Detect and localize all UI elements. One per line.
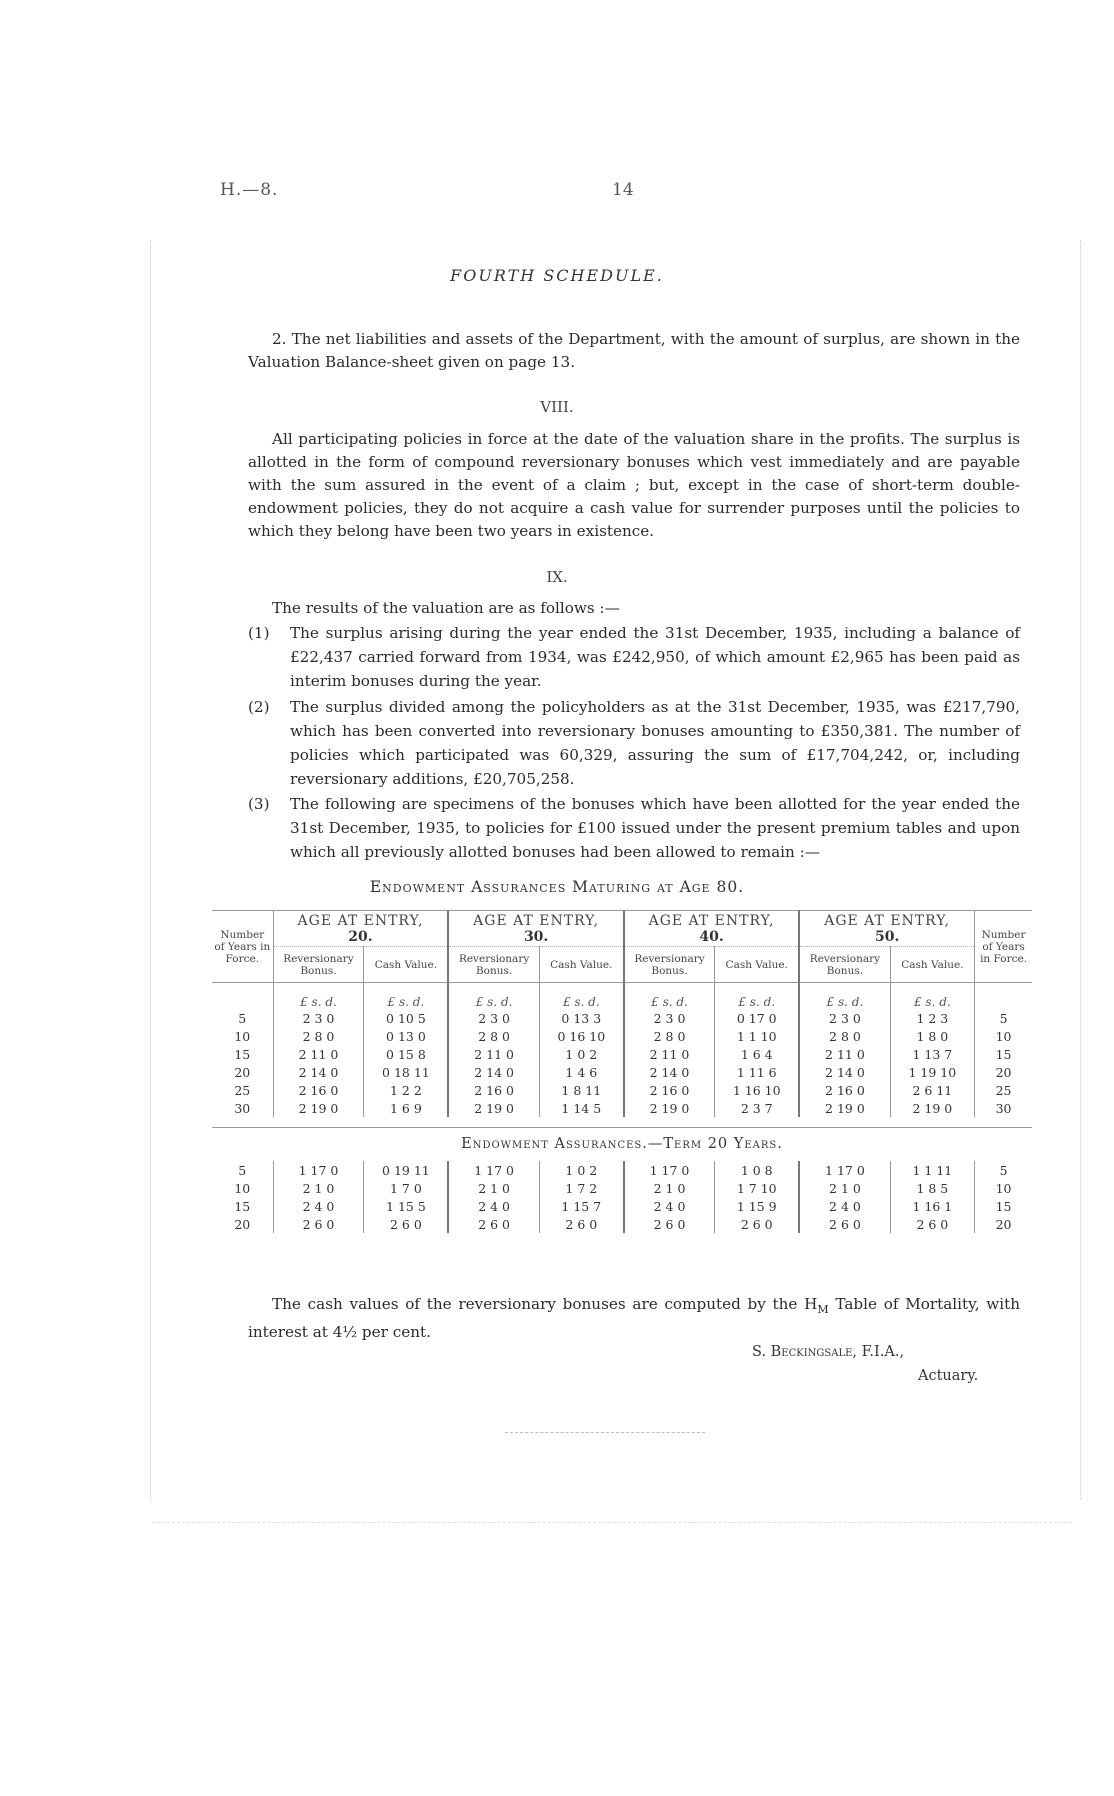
bonus-cell: 1 17 0 <box>448 1161 539 1179</box>
bonus-cell: 2 16 0 <box>624 1081 715 1099</box>
years-cell: 20 <box>234 1064 251 1080</box>
cash-cell: 1 6 9 <box>364 1099 449 1117</box>
age-header-30 <box>448 911 623 947</box>
rev-bonus-header: Reversionary Bonus. <box>799 947 890 983</box>
table1-body <box>212 1009 1032 1127</box>
years-cell: 25 <box>975 1081 1032 1099</box>
bonus-cell: 2 3 0 <box>448 1009 539 1027</box>
cash-cell: 1 7 2 <box>539 1179 624 1197</box>
years-cell: 5 <box>975 1161 1032 1179</box>
age-value: 40. <box>699 928 724 945</box>
rev-bonus-header: Reversionary Bonus. <box>448 947 539 983</box>
bonus-cell: 2 19 0 <box>273 1099 364 1117</box>
footer-subscript: M <box>817 1303 829 1317</box>
bonus-cell: 2 1 0 <box>799 1179 890 1197</box>
years-cell: 15 <box>975 1197 1032 1215</box>
years-cell: 20 <box>975 1063 1032 1081</box>
bonus-cell: 2 3 0 <box>799 1009 890 1027</box>
table2-row <box>212 1197 1032 1215</box>
bonus-cell: 2 16 0 <box>799 1081 890 1099</box>
table1-caption: Endowment Assurances Maturing at Age 80. <box>369 878 745 896</box>
bonus-cell: 2 8 0 <box>448 1027 539 1045</box>
years-cell: 10 <box>975 1179 1032 1197</box>
table2-row <box>212 1179 1032 1197</box>
bonus-cell: 2 19 0 <box>448 1099 539 1117</box>
years-cell: 30 <box>975 1099 1032 1117</box>
cash-value-header: Cash Value. <box>539 947 624 983</box>
age-value: 20. <box>348 928 373 945</box>
paragraph-ix-intro: The results of the valuation are as follows :— <box>272 599 620 617</box>
result-item-2 <box>248 695 1020 791</box>
years-cell: 10 <box>234 1180 251 1196</box>
end-rule <box>505 1432 705 1433</box>
table1-row <box>212 1045 1032 1063</box>
bonus-cell: 2 16 0 <box>273 1081 364 1099</box>
cash-cell: 2 6 0 <box>364 1215 449 1233</box>
years-header-left: Number of Years in Force. <box>212 911 273 983</box>
item-text: The surplus divided among the policyholders as at the 31st December, 1935, was £217,790, which has been converted into reversionary bonuses amounting to £350,381. The number of policies which participated was 60,329, assuring the sum of £17,704,242, or, including reversionary additions, £20,705,258. <box>290 698 1020 788</box>
section-heading-ix: IX. <box>546 568 568 586</box>
bonus-cell: 2 11 0 <box>273 1045 364 1063</box>
cash-cell: 1 8 5 <box>890 1179 975 1197</box>
years-cell: 10 <box>234 1028 251 1044</box>
table2-row <box>212 1215 1032 1233</box>
units-label: £ s. d. <box>273 983 364 1010</box>
units-label: £ s. d. <box>364 983 449 1010</box>
bonus-cell: 1 17 0 <box>624 1161 715 1179</box>
result-item-1 <box>248 621 1020 693</box>
cash-value-header: Cash Value. <box>715 947 800 983</box>
cash-cell: 1 16 1 <box>890 1197 975 1215</box>
bonus-cell: 2 11 0 <box>624 1045 715 1063</box>
cash-cell: 1 0 2 <box>539 1161 624 1179</box>
schedule-title: FOURTH SCHEDULE. <box>450 266 664 285</box>
cash-cell: 0 16 10 <box>539 1027 624 1045</box>
bonus-cell: 2 3 0 <box>624 1009 715 1027</box>
footer-text: The cash values of the reversionary bonuses are computed by the H <box>272 1295 818 1313</box>
bonus-cell: 2 4 0 <box>448 1197 539 1215</box>
units-label: £ s. d. <box>448 983 539 1010</box>
years-cell: 15 <box>234 1198 251 1214</box>
cash-cell: 0 10 5 <box>364 1009 449 1027</box>
bonus-cell: 2 11 0 <box>448 1045 539 1063</box>
section-heading-viii: VIII. <box>540 398 574 416</box>
cash-cell: 2 6 11 <box>890 1081 975 1099</box>
units-spacer <box>212 983 273 1010</box>
cash-cell: 1 15 9 <box>715 1197 800 1215</box>
units-label: £ s. d. <box>715 983 800 1010</box>
cash-cell: 0 13 0 <box>364 1027 449 1045</box>
bonus-cell: 2 1 0 <box>273 1179 364 1197</box>
table1-row <box>212 1081 1032 1099</box>
bonus-cell: 2 6 0 <box>624 1215 715 1233</box>
years-cell: 5 <box>238 1162 247 1178</box>
bonus-cell: 2 6 0 <box>448 1215 539 1233</box>
bonus-cell: 2 14 0 <box>799 1063 890 1081</box>
cash-cell: 1 4 6 <box>539 1063 624 1081</box>
bonus-cell: 2 19 0 <box>799 1099 890 1117</box>
cash-cell: 1 2 2 <box>364 1081 449 1099</box>
bonus-cell: 2 11 0 <box>799 1045 890 1063</box>
years-cell: 15 <box>975 1045 1032 1063</box>
paragraph-viii: All participating policies in force at the date of the valuation share in the profits. The surplus is allotted in the form of compound reversionary bonuses which vest immediately and are payable with the sum assured in the event of a claim ; but, except in the case of short-term double-endowment policies, they do not acquire a cash value for surrender purposes until the policies to which they belong have been two years in existence. <box>248 430 1020 540</box>
signature-name: S. Beckingsale, F.I.A., <box>752 1344 905 1360</box>
bonus-cell: 1 17 0 <box>273 1161 364 1179</box>
cash-cell: 2 19 0 <box>890 1099 975 1117</box>
table1-row <box>212 1099 1032 1117</box>
page-bottom-rule <box>152 1522 1072 1523</box>
bonus-cell: 2 8 0 <box>273 1027 364 1045</box>
cash-cell: 2 6 0 <box>539 1215 624 1233</box>
cash-cell: 1 15 5 <box>364 1197 449 1215</box>
years-cell: 25 <box>234 1082 251 1098</box>
cash-cell: 0 15 8 <box>364 1045 449 1063</box>
cash-cell: 1 7 10 <box>715 1179 800 1197</box>
rev-bonus-header: Reversionary Bonus. <box>624 947 715 983</box>
item-number: (1) <box>248 624 270 642</box>
cash-cell: 1 8 0 <box>890 1027 975 1045</box>
item-number: (2) <box>248 698 270 716</box>
table1-row <box>212 1063 1032 1081</box>
age-label: AGE AT ENTRY, <box>648 912 775 929</box>
cash-cell: 2 3 7 <box>715 1099 800 1117</box>
years-cell: 15 <box>234 1046 251 1062</box>
table1-row <box>212 1009 1032 1027</box>
bonus-cell: 2 6 0 <box>273 1215 364 1233</box>
age-header-20 <box>273 911 448 947</box>
bonus-cell: 2 1 0 <box>624 1179 715 1197</box>
bonus-cell: 2 4 0 <box>273 1197 364 1215</box>
row-spacer <box>212 1233 1032 1243</box>
signature-title: Actuary. <box>918 1368 979 1384</box>
bonus-cell: 2 4 0 <box>799 1197 890 1215</box>
cash-cell: 1 0 8 <box>715 1161 800 1179</box>
years-cell: 20 <box>234 1216 251 1232</box>
units-label: £ s. d. <box>539 983 624 1010</box>
age-label: AGE AT ENTRY, <box>473 912 600 929</box>
cash-cell: 1 19 10 <box>890 1063 975 1081</box>
cash-cell: 0 13 3 <box>539 1009 624 1027</box>
cash-cell: 1 15 7 <box>539 1197 624 1215</box>
age-label: AGE AT ENTRY, <box>824 912 951 929</box>
age-value: 30. <box>523 928 549 945</box>
table2-row <box>212 1161 1032 1179</box>
table2-body <box>212 1161 1032 1243</box>
units-label: £ s. d. <box>799 983 890 1010</box>
cash-cell: 1 0 2 <box>539 1045 624 1063</box>
cash-cell: 0 18 11 <box>364 1063 449 1081</box>
bonus-cell: 2 14 0 <box>273 1063 364 1081</box>
footer-text-2: Table of Mortality, with interest at 4½ per cent. <box>248 1295 1020 1342</box>
cash-value-header: Cash Value. <box>890 947 975 983</box>
bonus-cell: 2 14 0 <box>624 1063 715 1081</box>
cash-cell: 1 16 10 <box>715 1081 800 1099</box>
table1-row <box>212 1027 1032 1045</box>
item-text: The following are specimens of the bonuses which have been allotted for the year ended the 31st December, 1935, to policies for £100 issued under the present premium tables and upon which all previously allotted bonuses had been allowed to remain :— <box>290 795 1020 861</box>
row-spacer <box>212 1117 1032 1127</box>
units-label: £ s. d. <box>890 983 975 1010</box>
bonus-cell: 2 3 0 <box>273 1009 364 1027</box>
bonus-cell: 2 8 0 <box>799 1027 890 1045</box>
cash-cell: 1 2 3 <box>890 1009 975 1027</box>
bonus-cell: 2 6 0 <box>799 1215 890 1233</box>
right-margin-mark <box>1080 240 1081 1500</box>
cash-cell: 1 13 7 <box>890 1045 975 1063</box>
left-margin-mark <box>150 240 151 1500</box>
bonus-table <box>212 910 1032 1243</box>
page-number: 14 <box>612 180 634 200</box>
units-spacer <box>975 983 1032 1010</box>
table2-caption-row <box>212 1127 1032 1161</box>
bonus-cell: 2 19 0 <box>624 1099 715 1117</box>
cash-cell: 1 1 10 <box>715 1027 800 1045</box>
age-header-40 <box>624 911 799 947</box>
footer-paragraph <box>248 1293 1020 1344</box>
bonus-cell: 2 4 0 <box>624 1197 715 1215</box>
bonus-cell: 2 1 0 <box>448 1179 539 1197</box>
years-cell: 30 <box>234 1100 251 1116</box>
units-label: £ s. d. <box>624 983 715 1010</box>
bonus-cell: 2 14 0 <box>448 1063 539 1081</box>
cash-value-header: Cash Value. <box>364 947 449 983</box>
cash-cell: 2 6 0 <box>890 1215 975 1233</box>
item-number: (3) <box>248 795 270 813</box>
cash-cell: 2 6 0 <box>715 1215 800 1233</box>
cash-cell: 0 17 0 <box>715 1009 800 1027</box>
bonus-cell: 1 17 0 <box>799 1161 890 1179</box>
document-reference: H.—8. <box>220 180 279 200</box>
rev-bonus-header: Reversionary Bonus. <box>273 947 364 983</box>
bonus-cell: 2 8 0 <box>624 1027 715 1045</box>
result-item-3 <box>248 792 1020 864</box>
years-cell: 5 <box>975 1009 1032 1027</box>
age-value: 50. <box>874 928 900 945</box>
years-cell: 20 <box>975 1215 1032 1233</box>
cash-cell: 1 1 11 <box>890 1161 975 1179</box>
age-label: AGE AT ENTRY, <box>297 912 424 929</box>
cash-cell: 1 7 0 <box>364 1179 449 1197</box>
age-header-50 <box>799 911 974 947</box>
cash-cell: 1 6 4 <box>715 1045 800 1063</box>
years-cell: 10 <box>975 1027 1032 1045</box>
cash-cell: 1 14 5 <box>539 1099 624 1117</box>
years-header-right: Number of Years in Force. <box>975 911 1032 983</box>
cash-cell: 1 11 6 <box>715 1063 800 1081</box>
cash-cell: 1 8 11 <box>539 1081 624 1099</box>
years-cell: 5 <box>238 1010 247 1026</box>
item-text: The surplus arising during the year ended the 31st December, 1935, including a balance of £22,437 carried forward from 1934, was £242,950, of which amount £2,965 has been paid as interim bonuses during the year. <box>290 624 1020 690</box>
cash-cell: 0 19 11 <box>364 1161 449 1179</box>
paragraph-2: 2. The net liabilities and assets of the Department, with the amount of surplus, are shown in the Valuation Balance-sheet given on page 13. <box>248 330 1020 371</box>
bonus-cell: 2 16 0 <box>448 1081 539 1099</box>
table2-caption: Endowment Assurances.—Term 20 Years. <box>461 1136 783 1153</box>
